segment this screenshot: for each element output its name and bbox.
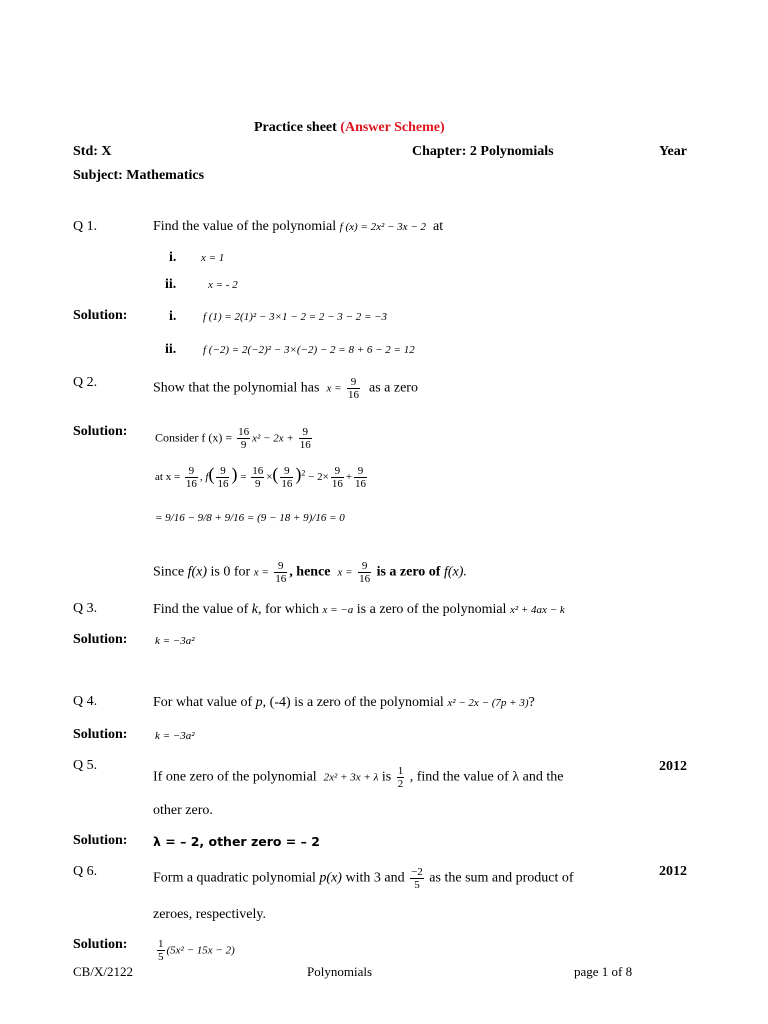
q3-expr1: x = −a — [322, 604, 354, 616]
q3-text-b: , for which — [257, 602, 320, 617]
q2-last-num: 9 — [354, 465, 367, 478]
q2-is-zero: is a zero of — [376, 564, 441, 580]
q6-text-a: Form a quadratic polynomial — [153, 870, 316, 886]
subject-line — [73, 168, 204, 184]
q2-concl-den1: 16 — [275, 573, 287, 585]
q1-sub-i: x = 1 — [201, 252, 225, 264]
q6-text-d: zeroes, respectively. — [153, 907, 266, 922]
q2-c-frac2 — [299, 426, 312, 451]
q3-text-c: is a zero of the polynomial — [356, 602, 507, 617]
q1-solution-label: Solution: — [73, 308, 128, 323]
q1-sub-ii: x = - 2 — [208, 279, 238, 291]
q4-label: Q 4. — [73, 694, 98, 709]
q4-expr: x² − 2x − (7p + 3) — [447, 697, 529, 709]
q2-2x-den: 16 — [331, 477, 343, 490]
q1-text: Find the value of the polynomial — [153, 219, 337, 234]
q2-tail: as a zero — [369, 380, 418, 396]
q6-text-c: as the sum and product of — [429, 870, 574, 886]
q5-text-c: other zero. — [153, 803, 213, 818]
q4-text-b: , (-4) is a zero of the polynomial — [262, 695, 444, 710]
q2-den: 16 — [348, 389, 359, 401]
q1-sol-i-label: i. — [169, 309, 177, 324]
q2-last-den: 16 — [355, 477, 367, 490]
q6-year: 2012 — [659, 864, 687, 879]
q4-p: p — [255, 695, 263, 710]
q2-line3: = 9/16 − 9/8 + 9/16 = (9 − 18 + 9)/16 = 0 — [155, 512, 345, 524]
sheet-title — [254, 120, 445, 136]
q2-solution-label: Solution: — [73, 424, 128, 439]
answer-scheme-label: (Answer Scheme) — [340, 120, 445, 135]
q2-2x-num: 9 — [331, 465, 344, 478]
q1-label: Q 1. — [73, 219, 98, 234]
q2-consider-line — [155, 426, 314, 451]
subject-value: : Mathematics — [118, 168, 205, 183]
q2-at-frac — [185, 465, 198, 490]
q1-sub-i-label: i. — [169, 250, 177, 265]
q3-k: k — [251, 602, 258, 617]
footer-code: CB/X/2122 — [73, 964, 133, 979]
q6-label: Q 6. — [73, 864, 98, 879]
q6-sol-num: 1 — [158, 938, 164, 950]
q6-text-b: with 3 and — [345, 870, 405, 886]
q4-solution: k = −3a² — [155, 730, 195, 742]
q2-sq-num: 9 — [280, 465, 293, 478]
q2-concl-num2: 9 — [358, 560, 371, 573]
q5-label: Q 5. — [73, 758, 98, 773]
q2-c-frac1 — [237, 426, 250, 451]
q2-hence: , hence — [289, 564, 331, 580]
q2-at-num: 9 — [185, 465, 198, 478]
q3-expr2: x² + 4ax − k — [509, 604, 565, 616]
q2-at-line: at x = $\frac{9}{16}$ , f( $\frac{9}{16}$ ) = $\frac{16}{9}$ ×( $\frac{9}{16}$ )$^2$ − 2× $\frac{9}{16}$ + $\frac{9}{16}$ — [155, 464, 367, 490]
q2-label: Q 2. — [73, 375, 98, 390]
q5-is: is — [381, 769, 392, 785]
q2-question — [153, 376, 418, 401]
q6-solution-label: Solution: — [73, 937, 128, 952]
q2-c-n1: 16 — [238, 426, 250, 438]
q5-solution: λ = – 2, other zero = – 2 — [153, 834, 320, 849]
q3-solution-label: Solution: — [73, 632, 128, 647]
q1-sol-i: f (1) = 2(1)² − 3×1 − 2 = 2 − 3 − 2 = −3 — [203, 311, 388, 323]
q3-solution: k = −3a² — [155, 635, 195, 647]
q2-at-c-d1: 9 — [254, 477, 261, 490]
q2-fraction — [347, 376, 360, 401]
q3-question — [153, 602, 565, 618]
q5-text-b: , find the value of λ and the — [409, 769, 564, 785]
q4-question — [153, 695, 535, 711]
q6-px: p(x) — [319, 870, 342, 886]
q2-concl-x-eq2: x = — [337, 566, 353, 579]
q5-den: 2 — [397, 778, 404, 790]
chapter-label: Chapter: 2 Polynomials — [412, 144, 554, 159]
q2-f-den: 16 — [217, 477, 229, 490]
q5-year: 2012 — [659, 759, 687, 774]
q1-at: at — [433, 219, 444, 234]
q2-at-c-n1: 16 — [252, 464, 264, 477]
q1-expression: f (x) = 2x² − 3x − 2 — [339, 221, 426, 233]
q2-f-num: 9 — [216, 465, 229, 478]
title-text: Practice sheet — [254, 120, 337, 135]
q6-solution — [155, 938, 235, 963]
q4-text-a: For what value of — [153, 695, 253, 710]
q2-fx-end: f(x). — [443, 564, 467, 580]
std-label: Std: X — [73, 144, 112, 159]
q3-label: Q 3. — [73, 601, 98, 616]
q2-c-mid: x² − 2x + — [252, 432, 294, 445]
q6-num: −2 — [411, 866, 423, 878]
q2-concl-den2: 16 — [359, 573, 371, 585]
q2-num: 9 — [347, 376, 360, 389]
q5-expr: 2x² + 3x + λ — [323, 771, 379, 784]
q2-fx: f(x) — [187, 564, 208, 580]
q1-sub-ii-label: ii. — [165, 277, 177, 292]
footer-topic: Polynomials — [307, 964, 373, 979]
q3-text-a: Find the value of — [153, 602, 249, 617]
q2-at-x: at x = — [155, 471, 181, 483]
q6-question-line1 — [153, 866, 574, 891]
q1-question — [153, 219, 443, 235]
q2-c-n2: 9 — [299, 426, 312, 439]
q6-sol-den: 5 — [158, 951, 164, 963]
q4-solution-label: Solution: — [73, 727, 128, 742]
q2-since: Since — [153, 564, 185, 580]
q2-text: Show that the polynomial has — [153, 380, 320, 396]
q4-qmark: ? — [528, 695, 535, 710]
footer-page: page 1 of 8 — [574, 964, 633, 979]
q5-question-line1 — [153, 765, 563, 790]
q5-solution-label: Solution: — [73, 833, 128, 848]
year-label: Year — [659, 144, 687, 159]
q2-concl-num1: 9 — [274, 560, 287, 573]
q2-at-den: 16 — [185, 477, 197, 490]
q2-conclusion — [153, 560, 467, 585]
q5-text-a: If one zero of the polynomial — [153, 769, 317, 785]
q1-sol-ii: f (−2) = 2(−2)² − 3×(−2) − 2 = 8 + 6 − 2 = 12 — [203, 344, 415, 356]
q2-consider: Consider f (x) = — [155, 430, 233, 445]
q1-sol-ii-label: ii. — [165, 342, 177, 357]
q2-c-d2: 16 — [299, 439, 311, 451]
q2-x-eq: x = — [326, 382, 342, 395]
q6-den: 5 — [414, 879, 420, 891]
q2-concl-x-eq1: x = — [253, 566, 269, 579]
subject-label: Subject — [73, 168, 119, 183]
q2-is0: is 0 for — [210, 564, 251, 580]
q6-sol-expr: (5x² − 15x − 2) — [166, 944, 235, 957]
q2-c-d1: 9 — [240, 439, 247, 451]
q2-sq-den: 16 — [281, 477, 293, 490]
q5-num: 1 — [397, 765, 404, 777]
